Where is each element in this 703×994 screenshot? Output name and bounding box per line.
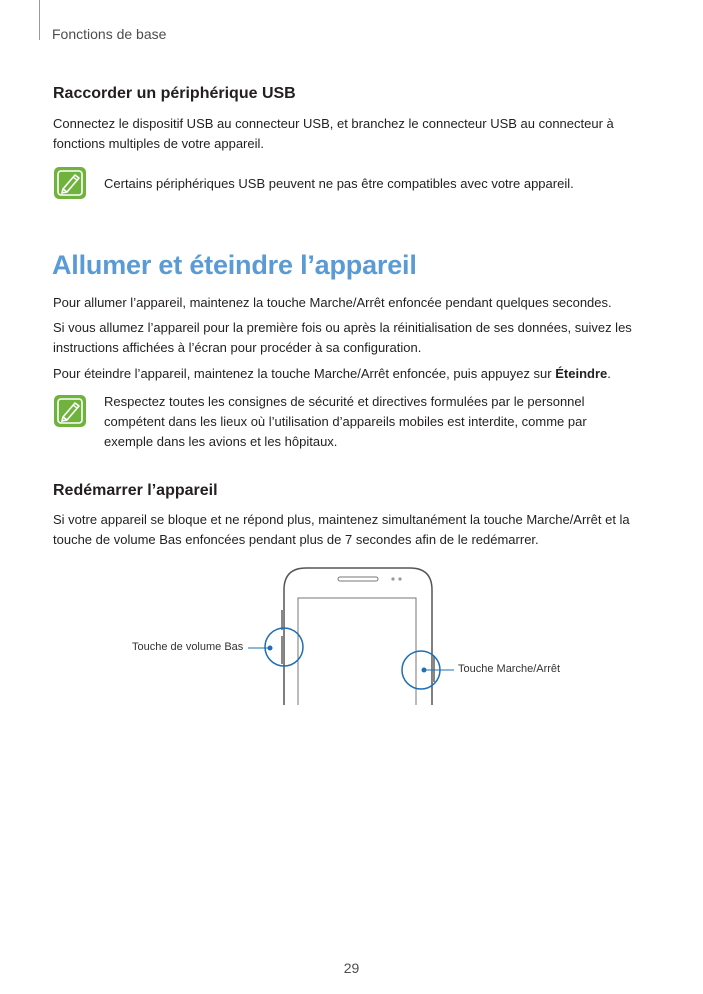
restart-heading: Redémarrer l’appareil — [53, 482, 218, 499]
power-heading: Allumer et éteindre l’appareil — [52, 250, 417, 280]
phone-illustration — [0, 560, 703, 710]
label-power-key: Touche Marche/Arrêt — [458, 663, 561, 675]
power-note — [53, 394, 653, 458]
header-rule — [39, 0, 40, 40]
running-header: Fonctions de base — [52, 26, 167, 42]
usb-heading: Raccorder un périphérique USB — [53, 85, 296, 102]
power-p3 — [53, 364, 653, 384]
power-p3-suffix: . — [607, 366, 611, 381]
page-number: 29 — [343, 960, 360, 976]
power-note-text: Respectez toutes les consignes de sécurité et directives formulées par le personnel compétent dans les lieux où l’utilisation d’appareils mobiles est interdite, comme par exemple dans les avions et les hôpitaux. — [104, 394, 587, 449]
usb-note — [53, 166, 653, 200]
usb-body: Connectez le dispositif USB au connecteur USB, et branchez le connecteur USB au connecteur à fonctions multiples de votre appareil. — [53, 116, 614, 151]
power-p1: Pour allumer l’appareil, maintenez la touche Marche/Arrêt enfoncée pendant quelques secondes. — [53, 295, 612, 310]
note-pencil-icon — [53, 166, 87, 200]
note-pencil-icon — [53, 394, 87, 428]
restart-body: Si votre appareil se bloque et ne répond plus, maintenez simultanément la touche Marche/Arrêt et la touche de volume Bas enfoncées pendant plus de 7 secondes afin de le redémarrer. — [53, 512, 630, 547]
label-volume-down: Touche de volume Bas — [132, 641, 244, 653]
phone-drawing — [0, 560, 703, 710]
power-p3-bold: Éteindre — [555, 366, 608, 381]
usb-note-text: Certains périphériques USB peuvent ne pas être compatibles avec votre appareil. — [104, 176, 574, 191]
power-p2: Si vous allumez l’appareil pour la première fois ou après la réinitialisation de ses données, suivez les instructions affichées à l’écran pour procéder à sa configuration. — [53, 320, 632, 355]
power-p3-prefix: Pour éteindre l’appareil, maintenez la touche Marche/Arrêt enfoncée, puis appuyez sur — [53, 366, 556, 381]
